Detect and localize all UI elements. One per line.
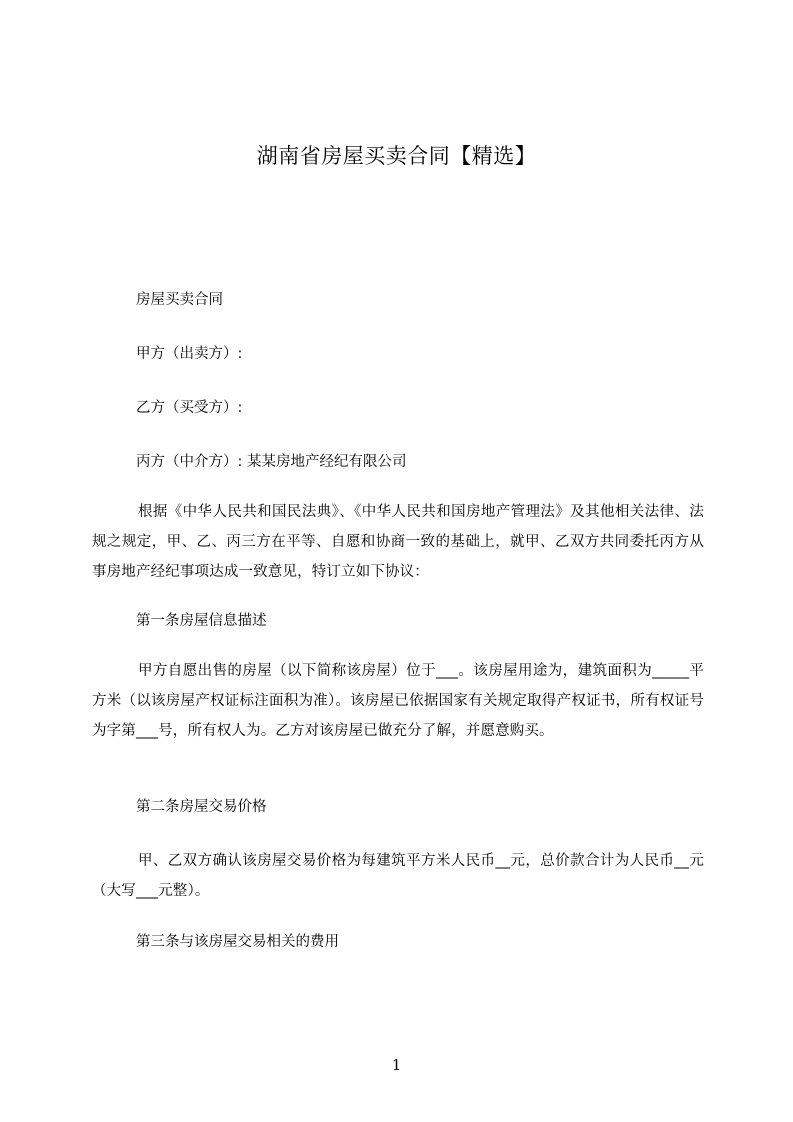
article-2-body: 甲、乙双方确认该房屋交易价格为每建筑平方米人民币__元，总价款合计为人民币__元（大写___元整）。 [92,853,704,899]
article-1-heading: 第一条房屋信息描述 [136,613,267,629]
party-c-line: 丙方（中介方）: 某某房地产经纪有限公司 [136,454,407,470]
preamble-paragraph: 根据《中华人民共和国民法典》、《中华人民共和国房地产管理法》及其他相关法律、法规之规定，甲、乙、丙三方在平等、自愿和协商一致的基础上，就甲、乙双方共同委托丙方从事房地产经纪事项达成一致意见，特订立如下协议： [92,504,704,580]
article-3-heading: 第三条与该房屋交易相关的费用 [136,934,339,950]
article-2-heading: 第二条房屋交易价格 [136,799,267,815]
page-title: 湖南省房屋买卖合同【精选】 [256,144,537,168]
party-a-line: 甲方（出卖方）: [136,346,243,362]
page-number: 1 [391,1056,402,1074]
article-1-body: 甲方自愿出售的房屋（以下简称该房屋）位于___。该房屋用途为，建筑面积为_____平方米（以该房屋产权证标注面积为准）。该房屋已依据国家有关规定取得产权证书，所有权证号为字第___号，所有权人为。乙方对该房屋已做充分了解，并愿意购买。 [92,663,704,739]
contract-name: 房屋买卖合同 [136,292,223,308]
party-b-line: 乙方（买受方）: [136,400,243,416]
